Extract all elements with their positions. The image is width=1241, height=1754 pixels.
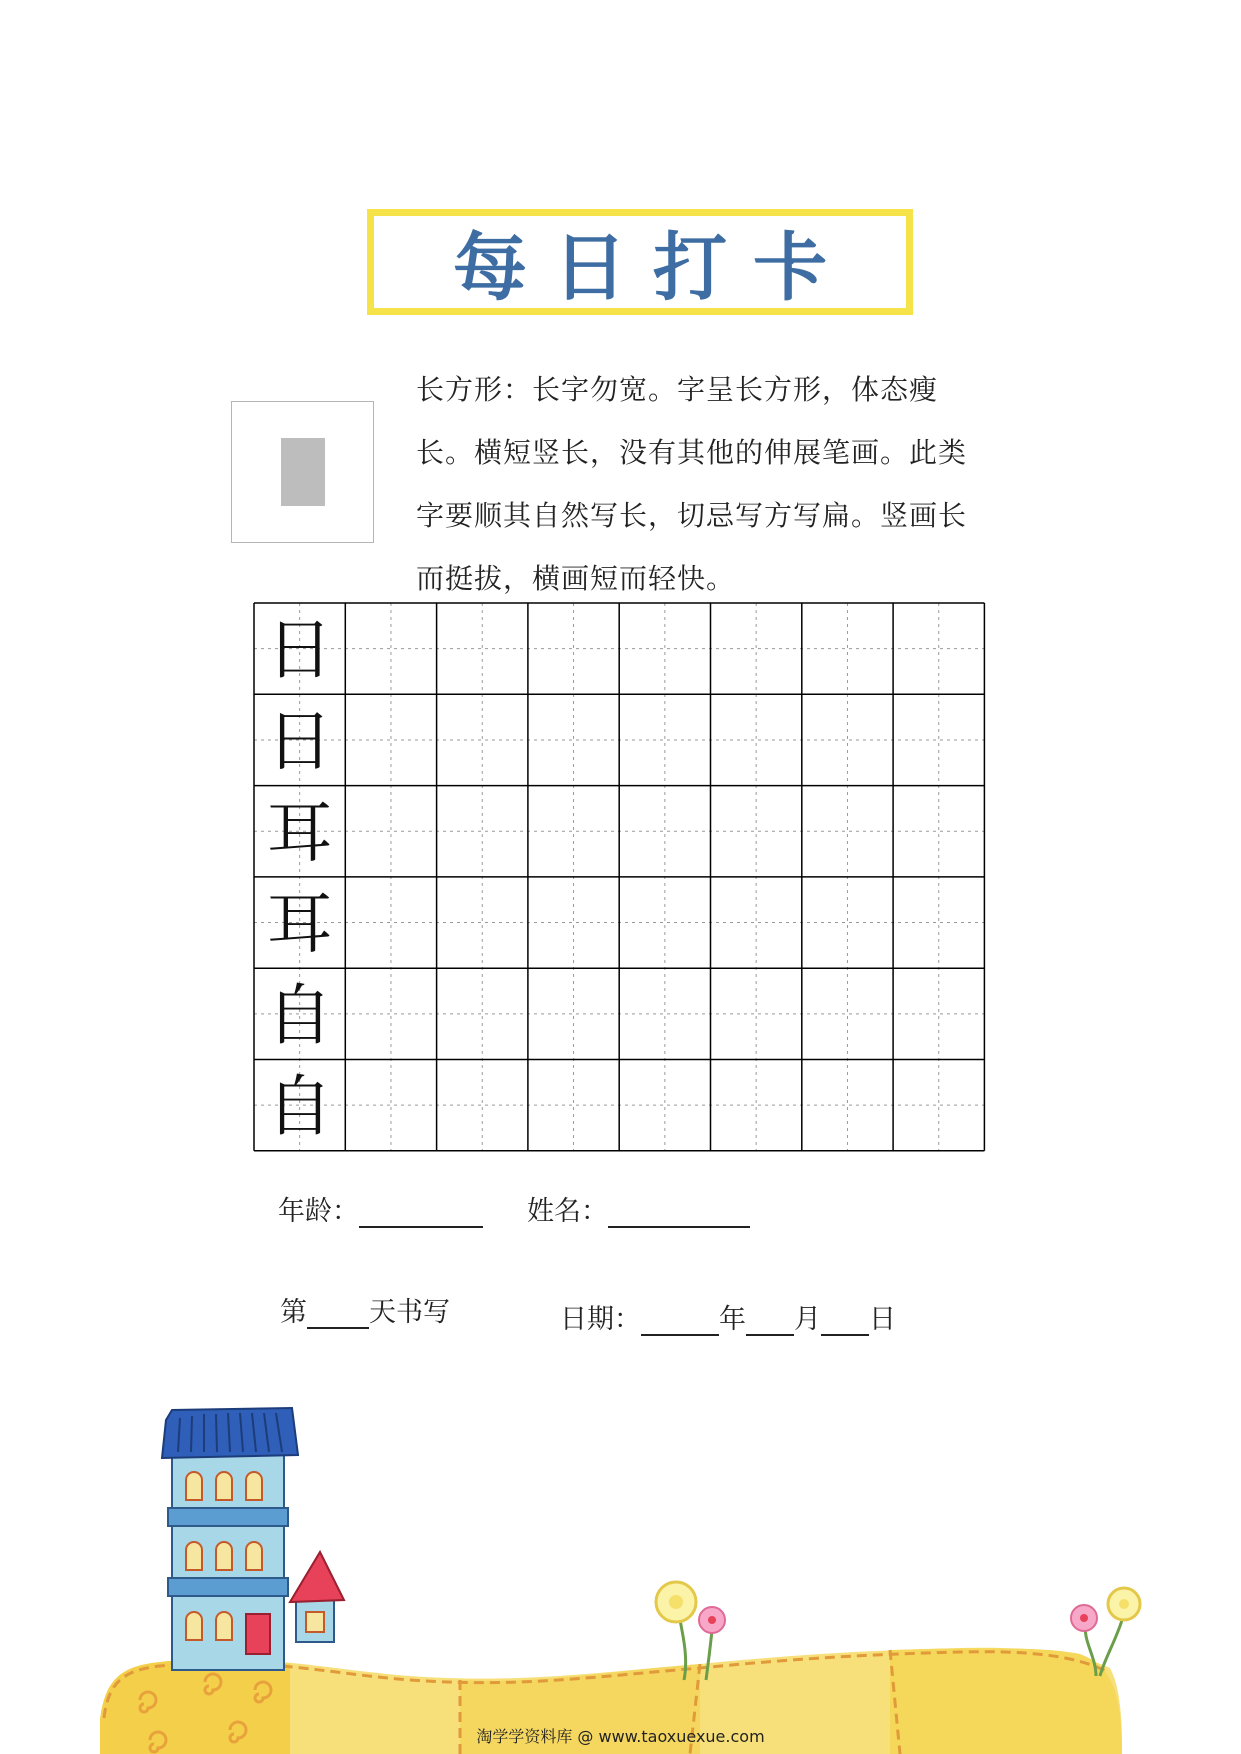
footer-watermark: 淘学学资料库 @ www.taoxuexue.com <box>476 1727 765 1746</box>
day-label: 日 <box>869 1304 896 1335</box>
small-house-roof <box>290 1552 344 1602</box>
year-label: 年 <box>719 1304 746 1335</box>
age-label: 年龄： <box>278 1196 359 1227</box>
house-door <box>246 1614 270 1654</box>
model-character: 自 <box>266 976 333 1054</box>
model-character: 耳 <box>266 885 333 963</box>
model-character: 日 <box>266 702 333 780</box>
description-text: 长方形：长字勿宽。字呈长方形，体态瘦长。横短竖长，没有其他的伸展笔画。此类字要顺其自然写长，切忌写方写扁。竖画长而挺拔，横画短而轻快。 <box>416 373 968 595</box>
month-label: 月 <box>794 1304 821 1335</box>
date-label: 日期： <box>560 1304 641 1335</box>
model-character: 耳 <box>266 794 333 872</box>
day-suffix-label: 天书写 <box>369 1297 450 1328</box>
day-prefix-label: 第 <box>280 1297 307 1328</box>
name-label: 姓名： <box>527 1196 608 1227</box>
model-character: 自 <box>266 1068 333 1146</box>
page-title: 每日打卡 <box>453 225 853 311</box>
model-character: 日 <box>266 611 333 689</box>
